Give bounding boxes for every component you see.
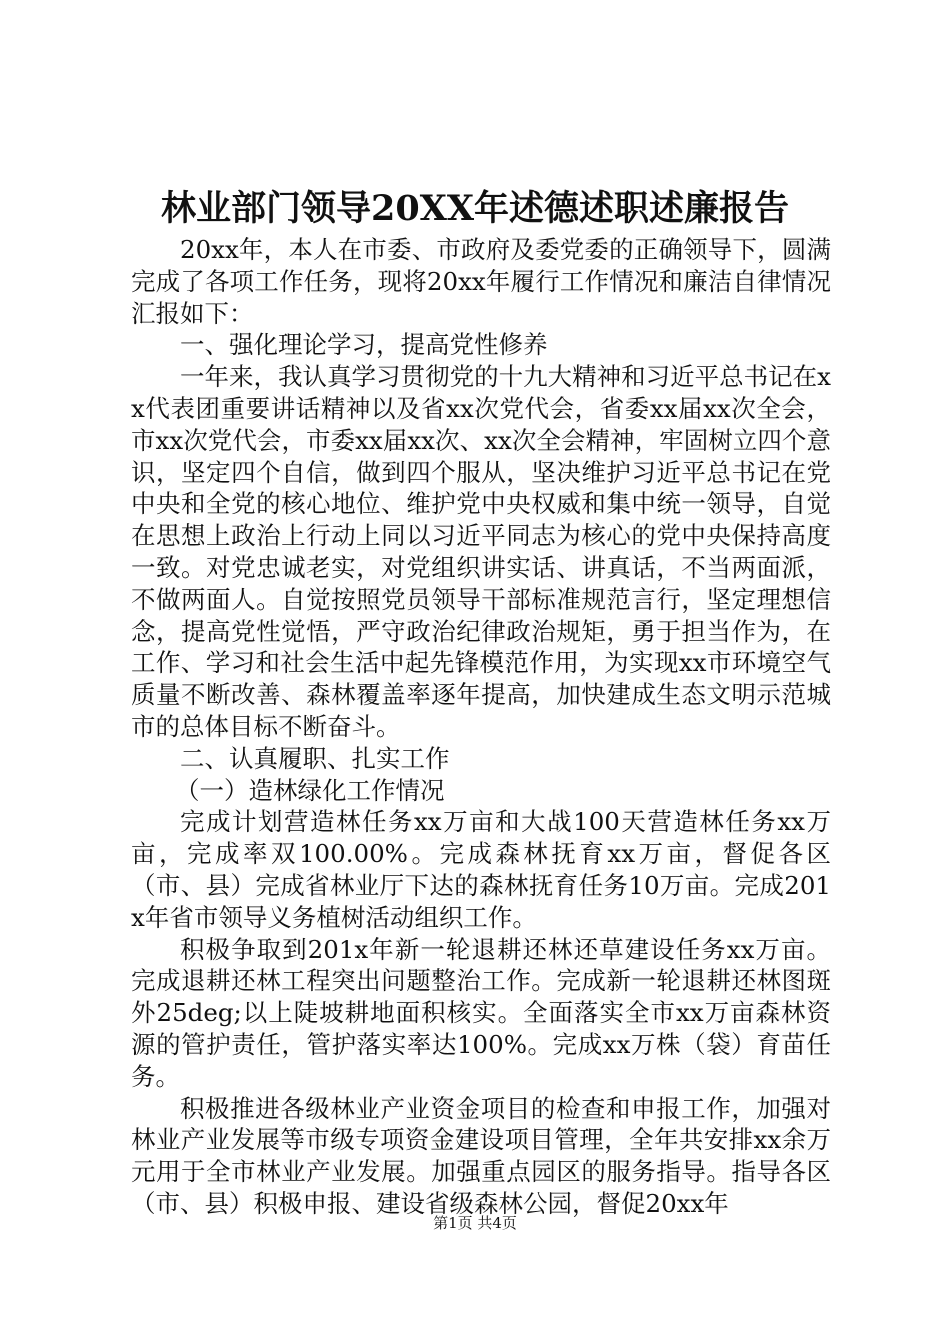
section-heading: 二、认真履职、扎实工作 xyxy=(180,743,450,773)
body-paragraph: 积极争取到201x年新一轮退耕还林还草建设任务xx万亩。完成退耕还林工程突出问题整治工作。完成新一轮退耕还林图斑外25deg;以上陡坡耕地面积核实。全面落实全市xx万亩森林资源的管护责任，管护落实率达100%。完成xx万株（袋）育苗任务。 xyxy=(131,934,831,1091)
body-paragraph: 积极推进各级林业产业资金项目的检查和申报工作，加强对林业产业发展等市级专项资金建设项目管理，全年共安排xx余万元用于全市林业产业发展。加强重点园区的服务指导。指导各区（市、县）积极申报、建设省级森林公园，督促20xx年 xyxy=(131,1093,831,1218)
body-paragraph: 20xx年，本人在市委、市政府及委党委的正确领导下，圆满完成了各项工作任务，现将20xx年履行工作情况和廉洁自律情况汇报如下： xyxy=(131,235,831,328)
section-heading: 一、强化理论学习，提高党性修养 xyxy=(180,330,548,360)
subsection-heading: （一）造林绿化工作情况 xyxy=(175,775,445,805)
document-body xyxy=(131,234,831,1220)
body-paragraph: 完成计划营造林任务xx万亩和大战100天营造林任务xx万亩，完成率双100.00%。完成森林抚育xx万亩，督促各区（市、县）完成省林业厅下达的森林抚育任务10万亩。完成201x年省市领导义务植树活动组织工作。 xyxy=(131,807,831,932)
page-footer: 第1页 共4页 xyxy=(433,1214,517,1232)
document-title: 林业部门领导20XX年述德述职述廉报告 xyxy=(160,188,790,229)
body-paragraph: 一年来，我认真学习贯彻党的十九大精神和习近平总书记在xx代表团重要讲话精神以及省xx次党代会，省委xx届xx次全会，市xx次党代会，市委xx届xx次、xx次全会精神，牢固树立四个意识，坚定四个自信，做到四个服从，坚决维护习近平总书记在党中央和全党的核心地位、维护党中央权威和集中统一领导，自觉在思想上政治上行动上同以习近平同志为核心的党中央保持高度一致。对党忠诚老实，对党组织讲实话、讲真话，不当两面派，不做两面人。自觉按照党员领导干部标准规范言行，坚定理想信念，提高党性觉悟，严守政治纪律政治规矩，勇于担当作为，在工作、学习和社会生活中起先锋模范作用，为实现xx市环境空气质量不断改善、森林覆盖率逐年提高，加快建成生态文明示范城市的总体目标不断奋斗。 xyxy=(131,362,831,741)
